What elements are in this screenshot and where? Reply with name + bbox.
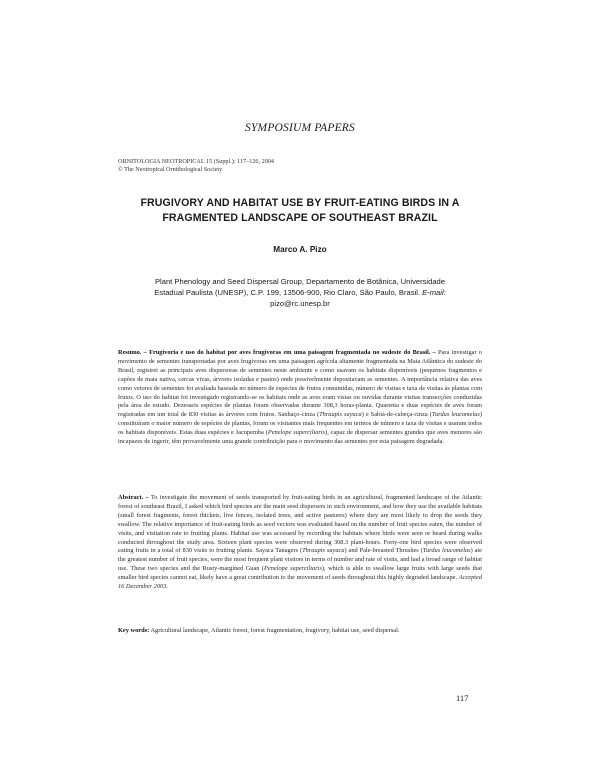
- paper-title: FRUGIVORY AND HABITAT USE BY FRUIT-EATING BIRDS IN A FRAGMENTED LANDSCAPE OF SOUTHEAST BRAZIL: [140, 197, 460, 224]
- affiliation-address: Estadual Paulista (UNESP), C.P. 199, 13506-900, Rio Claro, São Paulo, Brasil.: [154, 288, 420, 297]
- resumo-text: ) constituíram o maior número de espécies de plantas, foram os visitantes mais frequentes em termos de número e taxa de visitas e usaram todos os habitats disponíveis. Estas duas espécies e Jacupemba (: [118, 411, 482, 437]
- species-name: Penelope superciliaris: [267, 429, 326, 437]
- species-name: Penelope superciliaris: [264, 565, 322, 573]
- author-email: pizo@rc.unesp.br: [270, 299, 330, 308]
- abstract-text: To investigate the movement of seeds transported by fruit-eating birds in an agricultural, fragmented landscape of the Atlantic forest of southeast Brazil, I asked which bird species are the main seed dispersers in such environment, and how they use the available habitats (small forest fragments, forest thickets, live fences, isolated trees, and active pastures) where they are most likely to drop the seeds they swallow. The relative importance of fruit-eating birds as seed vectors was evaluated based on the number of fruit species eaten, the number of visits, and visitation rate to fruiting plants. Habitat use was accessed by recording the habitats where birds were seen or heard during walks conducted throughout the study area. Sixteen plant species were observed during 308.3 plant-hours. Forty-one bird species were observed eating fruits in a total of 830 visits to fruiting plants. Sayaca Tanagers (: [118, 494, 482, 555]
- keywords-paragraph: [118, 627, 482, 636]
- affiliation-line-2: [125, 287, 475, 298]
- section-title: SYMPOSIUM PAPERS: [245, 122, 355, 134]
- affiliation-line-1: Plant Phenology and Seed Dispersal Group, Departamento de Botânica, Universidade: [154, 277, 445, 286]
- resumo-text: Para investigar o movimento de sementes transportadas por aves frugívoras em uma paisagem agrícola altamente fragmentada na Mata Atlântica do sudeste do Brasil, registrei as principais aves dispersoras de sementes neste ambiente e como usavam os habitats disponíveis (pequenos fragmentos e capões de mata nativa, cercas vivas, árvores isoladas e pastos) onde possivelmente depositavam as sementes. A importância relativa das aves como vetores de sementes foi avaliada baseada no número de espécies de frutos consumidas, número de visitas e taxa de visitas às plantas com frutos. O uso do habitat foi investigado registrando-se os habitats onde as aves eram vistas ou ouvidas durante visitas transecções conduzidas pela área de estudo. Dezesseis espécies de plantas foram observadas durante 308,3 horas-planta. Quarenta e duas espécies de aves foram registradas em um total de 830 visitas às árvores com frutos. Sanhaço-cinza (: [118, 349, 482, 419]
- abstract-label: Abstract. –: [118, 494, 149, 501]
- species-name: Turdus leucomelas: [422, 547, 471, 555]
- resumo-heading: Frugivoria e uso do habitat por aves frugívoras em uma paisagem fragmentada no sudeste do Brasil. –: [149, 349, 436, 356]
- keywords-label: Key words:: [118, 627, 150, 634]
- abstract-text: ), which is able to swallow large fruits with large seeds that smaller bird species cannot eat, likely have a great contribution to the movement of seeds throughout this highly degraded landscape.: [118, 565, 482, 582]
- abstract-text: ) ate the greatest number of fruit species, were the most frequent plant visitors in terms of number and rate of visits, and had a broad range of habitat use. These two species and the Rusty-margined Guan (: [118, 547, 483, 573]
- keywords-text: Agricultural landscape, Atlantic forest, forest fragmentation, frugivory, habitat use, seed dispersal.: [150, 627, 400, 634]
- resumo-text: ) e Sabiá-de-cabeça-cinza (: [361, 411, 432, 419]
- species-name: Thraupis sayaca: [319, 411, 362, 419]
- copyright-notice: © The Neotropical Ornithological Society: [118, 166, 223, 173]
- species-name: Turdus leucomelas: [431, 411, 480, 419]
- resumo-paragraph: [118, 349, 482, 447]
- species-name: Thraupis sayaca: [302, 547, 345, 555]
- resumo-text: ), capaz de dispersar sementes grandes que aves menores são incapazes de ingerir, têm provavelmente uma grande contribuição para o movimento das sementes por esta paisagem degradada.: [118, 429, 482, 446]
- abstract-text: ) and Pale-breasted Thrushes (: [344, 547, 423, 555]
- abstract-paragraph: [118, 494, 482, 592]
- author-affiliation: [125, 276, 475, 309]
- author-name: Marco A. Pizo: [273, 245, 327, 254]
- email-label: E-mail:: [422, 288, 446, 297]
- journal-reference: ORNITOLOGIA NEOTROPICAL 15 (Suppl.): 117–126, 2004: [118, 158, 274, 165]
- page-number: 117: [456, 693, 469, 703]
- resumo-label: Resumo. –: [118, 349, 147, 356]
- accepted-date: Accepted 16 December 2003.: [118, 574, 482, 591]
